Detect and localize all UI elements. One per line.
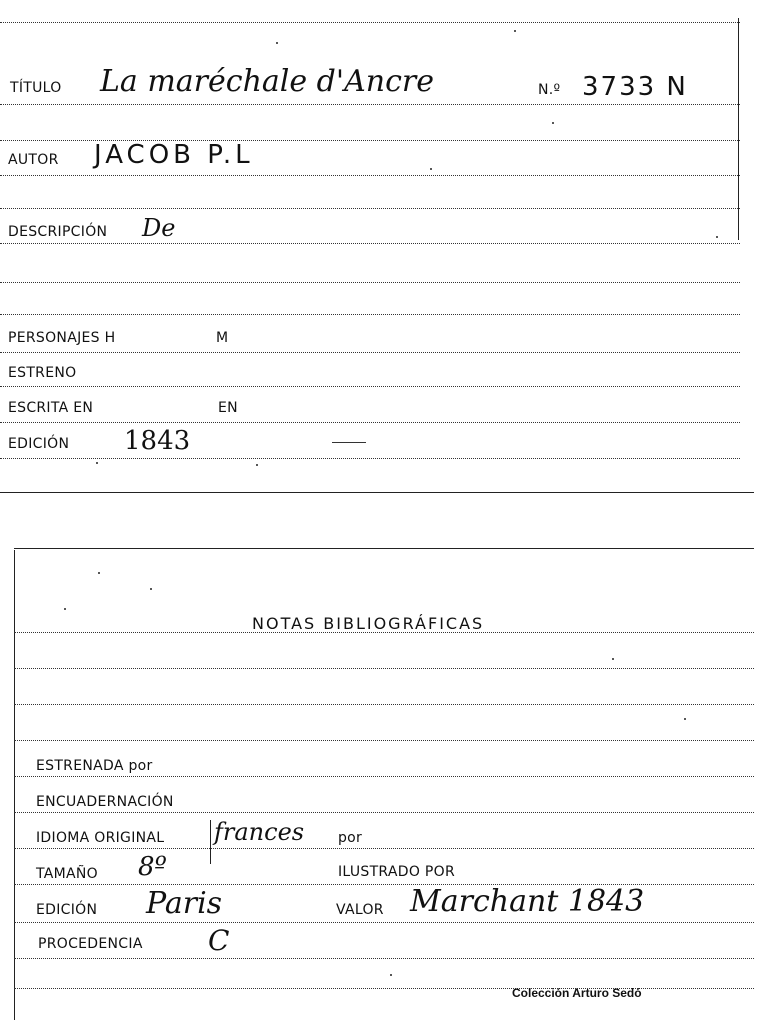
speck — [96, 462, 98, 464]
estreno-label: ESTRENO — [8, 365, 77, 381]
pencil-mark — [332, 442, 366, 443]
autor-value: JACOB P.L — [94, 140, 254, 170]
ilustrado-por-label: ILUSTRADO POR — [338, 864, 455, 880]
rule-line — [0, 22, 740, 23]
rule-line — [0, 104, 740, 105]
edicion-label: EDICIÓN — [36, 902, 98, 918]
idioma-original-label: IDIOMA ORIGINAL — [36, 830, 165, 846]
rule-line — [0, 458, 740, 459]
edicion-year-value: 1843 — [124, 426, 191, 456]
rule-line — [14, 922, 754, 923]
por-label: por — [338, 830, 363, 846]
speck — [716, 236, 718, 238]
card-top-right-border — [738, 18, 739, 240]
rule-line — [14, 848, 754, 849]
escrita-en-label: ESCRITA EN — [8, 400, 94, 416]
rule-line — [0, 243, 740, 244]
procedencia-label: PROCEDENCIA — [38, 936, 143, 952]
descripcion-value: De — [142, 214, 176, 242]
procedencia-value: C — [208, 924, 230, 957]
speck — [256, 464, 258, 466]
card-top-bottom-border — [0, 492, 754, 493]
titulo-label: TÍTULO — [10, 80, 62, 96]
catalog-card-bottom — [0, 520, 759, 1028]
rule-line — [14, 740, 754, 741]
en-label: EN — [218, 400, 238, 416]
idioma-original-value: frances — [214, 818, 305, 846]
personajes-m-label: M — [216, 330, 229, 346]
rule-line — [14, 958, 754, 959]
edicion-place-value: Paris — [146, 886, 223, 921]
card-bottom-left-border — [14, 550, 15, 1020]
rule-line — [0, 352, 740, 353]
card-bottom-top-border — [14, 548, 754, 549]
speck — [552, 122, 554, 124]
speck — [98, 572, 100, 574]
rule-line — [14, 704, 754, 705]
descripcion-label: DESCRIPCIÓN — [8, 224, 108, 240]
rule-line — [0, 422, 740, 423]
tamano-value: 8º — [138, 852, 167, 882]
rule-line — [0, 386, 740, 387]
valor-label: VALOR — [336, 902, 384, 918]
titulo-value: La maréchale d'Ancre — [100, 64, 434, 99]
speck — [684, 718, 686, 720]
notas-bibliograficas-heading: NOTAS BIBLIOGRÁFICAS — [252, 614, 485, 633]
rule-line — [14, 776, 754, 777]
rule-line — [0, 282, 740, 283]
tamano-label: TAMAÑO — [36, 866, 98, 882]
rule-line — [0, 208, 740, 209]
speck — [514, 30, 516, 32]
speck — [612, 658, 614, 660]
encuadernacion-label: ENCUADERNACIÓN — [36, 794, 174, 810]
rule-line — [0, 175, 740, 176]
estrenada-label: ESTRENADA por — [36, 758, 153, 774]
valor-value: Marchant 1843 — [410, 884, 645, 919]
pencil-stroke — [210, 820, 211, 864]
edicion-label: EDICIÓN — [8, 436, 70, 452]
numero-label: N.º — [538, 82, 561, 98]
speck — [276, 42, 278, 44]
catalog-card-top — [0, 0, 759, 496]
rule-line — [14, 988, 754, 989]
personajes-h-label: PERSONAJES H — [8, 330, 116, 346]
speck — [64, 608, 66, 610]
numero-value: 3733 N — [582, 72, 688, 102]
rule-line — [14, 812, 754, 813]
speck — [390, 974, 392, 976]
rule-line — [14, 668, 754, 669]
speck — [150, 588, 152, 590]
collection-credit: Colección Arturo Sedó — [512, 986, 642, 1000]
speck — [430, 168, 432, 170]
autor-label: AUTOR — [8, 152, 59, 168]
rule-line — [0, 314, 740, 315]
